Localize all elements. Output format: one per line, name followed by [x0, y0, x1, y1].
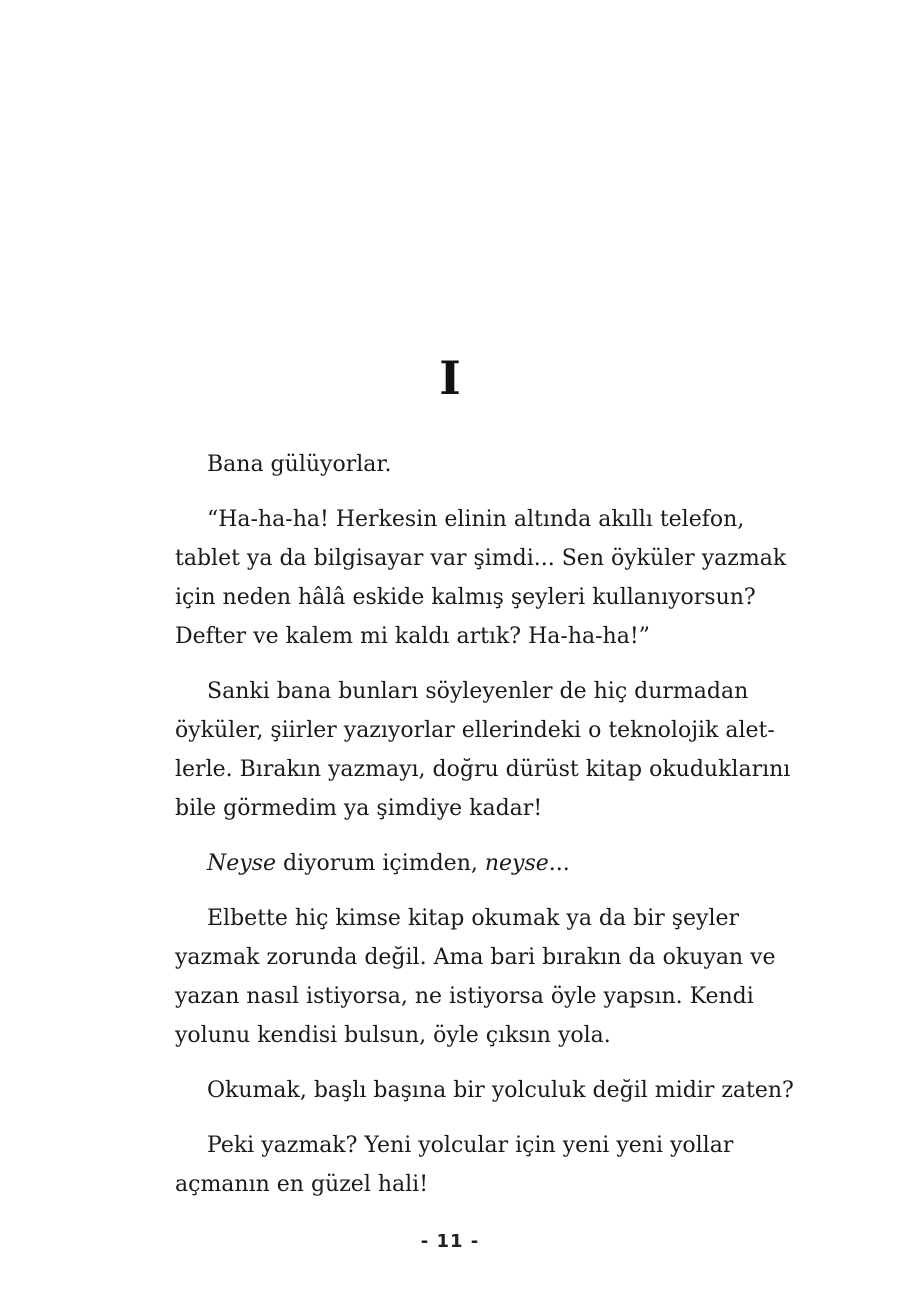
text-line: için neden hâlâ eskide kalmış şeyleri kullanıyorsun?: [175, 585, 756, 610]
page-number: - 11 -: [420, 1231, 480, 1252]
text-line: öyküler, şiirler yazıyorlar ellerindeki o teknolojik alet-: [175, 718, 775, 743]
text-line: lerle. Bırakın yazmayı, doğru dürüst kitap okuduklarını: [175, 757, 791, 782]
text-line: yolunu kendisi bulsun, öyle çıksın yola.: [175, 1023, 611, 1048]
text-line: Elbette hiç kimse kitap okumak ya da bir şeyler: [207, 906, 740, 931]
paragraph-2: [175, 500, 787, 656]
paragraph-4: [175, 844, 726, 883]
body-text: [175, 445, 794, 1220]
chapter-number: I: [439, 351, 461, 405]
paragraph-7: [175, 1126, 734, 1204]
text-line: yazan nasıl istiyorsa, ne istiyorsa öyle yapsın. Kendi: [175, 984, 754, 1009]
text-line: Sanki bana bunları söyleyenler de hiç durmadan: [207, 679, 749, 704]
text-line: [175, 844, 726, 883]
paragraph-5: [175, 899, 776, 1055]
text-line: Defter ve kalem mi kaldı artık? Ha-ha-ha!”: [175, 624, 650, 649]
text-line: açmanın en güzel hali!: [175, 1172, 429, 1197]
paragraph-1: [175, 445, 726, 484]
paragraph-3: [175, 672, 791, 828]
ellipsis: ...: [548, 851, 570, 876]
text-line: tablet ya da bilgisayar var şimdi... Sen öyküler yazmak: [175, 546, 787, 571]
text-line: bile görmedim ya şimdiye kadar!: [175, 796, 543, 821]
text-line: Peki yazmak? Yeni yolcular için yeni yeni yollar: [207, 1133, 734, 1158]
italic-neyse: Neyse: [207, 851, 277, 876]
text-line: “Ha-ha-ha! Herkesin elinin altında akıllı telefon,: [207, 507, 745, 532]
text-fragment: diyorum içimden,: [276, 851, 485, 876]
paragraph-6: [175, 1071, 794, 1110]
text-line: yazmak zorunda değil. Ama bari bırakın da okuyan ve: [175, 945, 776, 970]
italic-neyse: neyse: [484, 851, 549, 876]
text-line: Okumak, başlı başına bir yolculuk değil midir zaten?: [207, 1078, 794, 1103]
text-line: Bana gülüyorlar.: [207, 452, 392, 477]
